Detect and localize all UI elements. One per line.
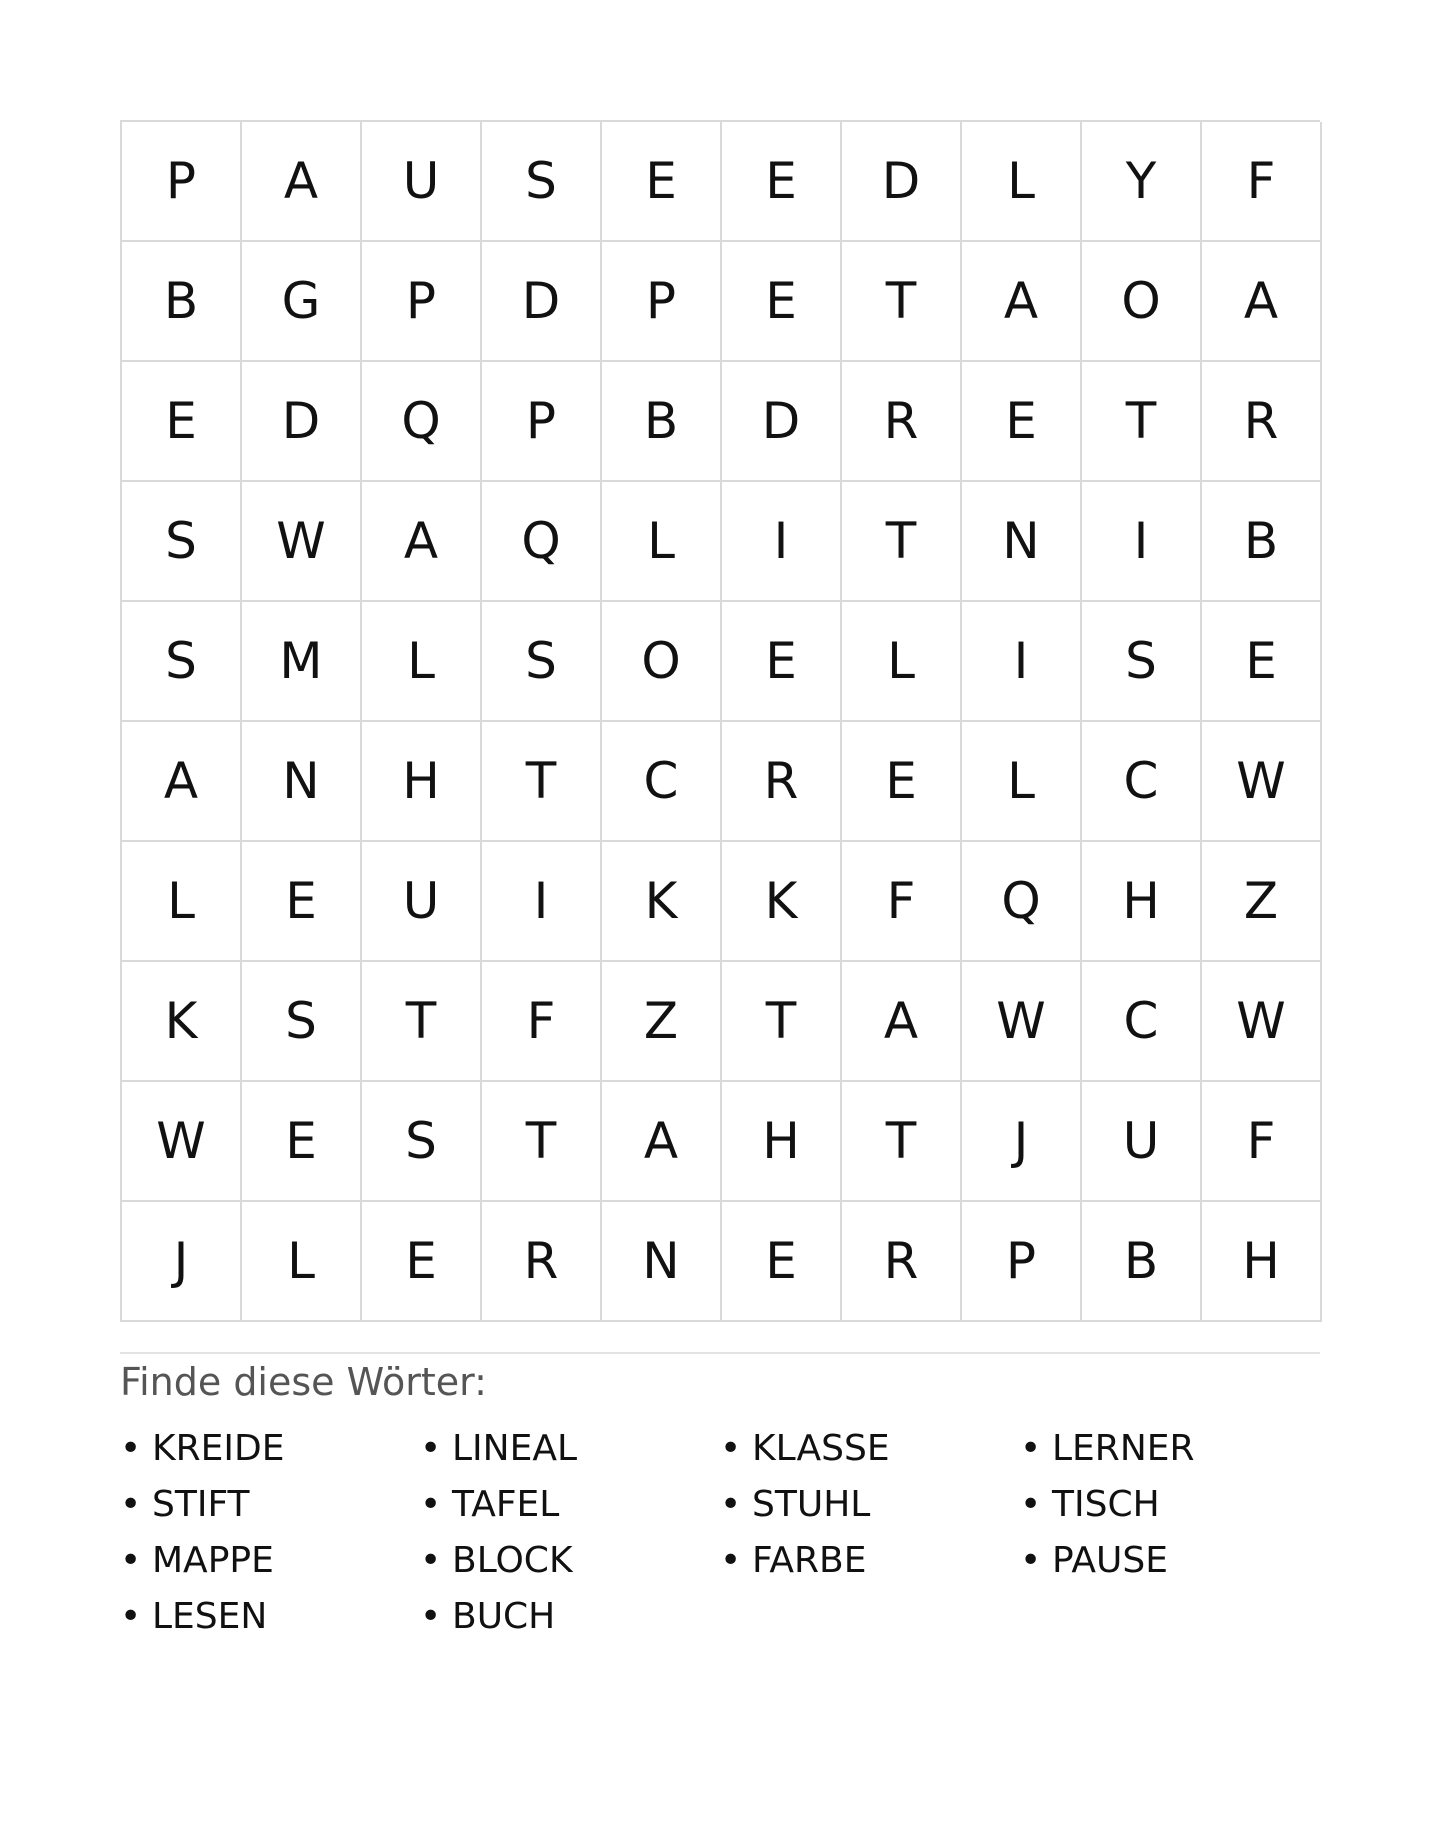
grid-cell[interactable]: L: [602, 482, 722, 602]
grid-cell[interactable]: L: [242, 1202, 362, 1322]
grid-cell[interactable]: Q: [962, 842, 1082, 962]
grid-cell[interactable]: P: [962, 1202, 1082, 1322]
grid-cell[interactable]: Q: [482, 482, 602, 602]
bullet-icon: •: [1020, 1483, 1042, 1525]
grid-cell[interactable]: A: [362, 482, 482, 602]
grid-cell[interactable]: D: [482, 242, 602, 362]
grid-cell[interactable]: Y: [1082, 122, 1202, 242]
word-list-item: [120, 1476, 420, 1532]
grid-cell[interactable]: C: [1082, 722, 1202, 842]
word-list-item: [420, 1588, 720, 1644]
bullet-icon: •: [720, 1483, 742, 1525]
word-label: PAUSE: [1052, 1539, 1168, 1581]
grid-cell[interactable]: T: [842, 242, 962, 362]
grid-cell[interactable]: K: [602, 842, 722, 962]
grid-cell[interactable]: O: [1082, 242, 1202, 362]
grid-cell[interactable]: B: [602, 362, 722, 482]
grid-cell[interactable]: U: [362, 842, 482, 962]
bullet-icon: •: [120, 1539, 142, 1581]
grid-cell[interactable]: B: [1082, 1202, 1202, 1322]
grid-cell[interactable]: E: [122, 362, 242, 482]
grid-cell[interactable]: F: [1202, 1082, 1322, 1202]
word-label: TISCH: [1052, 1483, 1160, 1525]
word-list-item: [120, 1588, 420, 1644]
grid-cell[interactable]: E: [362, 1202, 482, 1322]
grid-cell[interactable]: E: [722, 242, 842, 362]
word-list-item: [420, 1420, 720, 1476]
grid-cell[interactable]: L: [842, 602, 962, 722]
grid-cell[interactable]: J: [122, 1202, 242, 1322]
word-list-item: [420, 1532, 720, 1588]
grid-cell[interactable]: T: [1082, 362, 1202, 482]
grid-cell[interactable]: I: [1082, 482, 1202, 602]
word-list-heading: Finde diese Wörter:: [120, 1360, 487, 1404]
grid-cell[interactable]: T: [482, 722, 602, 842]
word-search-puzzle: [120, 120, 1320, 1644]
word-list-item: [1020, 1420, 1320, 1476]
grid-cell[interactable]: W: [1202, 722, 1322, 842]
grid-cell[interactable]: T: [482, 1082, 602, 1202]
grid-cell[interactable]: A: [842, 962, 962, 1082]
grid-cell[interactable]: D: [722, 362, 842, 482]
grid-cell[interactable]: P: [122, 122, 242, 242]
grid-cell[interactable]: R: [482, 1202, 602, 1322]
word-label: KREIDE: [152, 1427, 285, 1469]
grid-cell[interactable]: K: [722, 842, 842, 962]
bullet-icon: •: [1020, 1539, 1042, 1581]
grid-cell[interactable]: P: [482, 362, 602, 482]
bullet-icon: •: [720, 1427, 742, 1469]
grid-cell[interactable]: R: [842, 1202, 962, 1322]
grid-cell[interactable]: Z: [1202, 842, 1322, 962]
grid-cell[interactable]: E: [602, 122, 722, 242]
word-list-item: [120, 1532, 420, 1588]
word-label: BUCH: [452, 1595, 556, 1637]
word-label: LINEAL: [452, 1427, 578, 1469]
word-label: FARBE: [752, 1539, 867, 1581]
grid-cell[interactable]: T: [842, 482, 962, 602]
grid-cell[interactable]: E: [722, 1202, 842, 1322]
grid-cell[interactable]: S: [122, 602, 242, 722]
grid-cell[interactable]: I: [482, 842, 602, 962]
grid-cell[interactable]: H: [722, 1082, 842, 1202]
grid-cell[interactable]: T: [842, 1082, 962, 1202]
word-label: LESEN: [152, 1595, 268, 1637]
bullet-icon: •: [420, 1595, 442, 1637]
grid-cell[interactable]: R: [1202, 362, 1322, 482]
grid-cell[interactable]: D: [242, 362, 362, 482]
grid-cell[interactable]: P: [602, 242, 722, 362]
word-list-item: [1020, 1532, 1320, 1588]
word-label: MAPPE: [152, 1539, 274, 1581]
grid-cell[interactable]: E: [1202, 602, 1322, 722]
grid-cell[interactable]: T: [362, 962, 482, 1082]
word-label: LERNER: [1052, 1427, 1195, 1469]
word-label: STIFT: [152, 1483, 250, 1525]
grid-cell[interactable]: W: [1202, 962, 1322, 1082]
grid-cell[interactable]: Q: [362, 362, 482, 482]
grid-cell[interactable]: A: [242, 122, 362, 242]
grid-cell[interactable]: A: [602, 1082, 722, 1202]
grid-cell[interactable]: A: [1202, 242, 1322, 362]
word-label: TAFEL: [452, 1483, 560, 1525]
grid-cell[interactable]: E: [242, 1082, 362, 1202]
grid-cell[interactable]: W: [242, 482, 362, 602]
grid-cell[interactable]: U: [1082, 1082, 1202, 1202]
grid-cell[interactable]: R: [722, 722, 842, 842]
grid-cell[interactable]: S: [1082, 602, 1202, 722]
bullet-icon: •: [420, 1539, 442, 1581]
bullet-icon: •: [120, 1483, 142, 1525]
grid-cell[interactable]: Z: [602, 962, 722, 1082]
grid-cell[interactable]: S: [482, 602, 602, 722]
bullet-icon: •: [120, 1427, 142, 1469]
word-label: KLASSE: [752, 1427, 890, 1469]
grid-cell[interactable]: B: [122, 242, 242, 362]
grid-cell[interactable]: N: [602, 1202, 722, 1322]
word-list: [120, 1420, 1320, 1644]
grid-cell[interactable]: W: [122, 1082, 242, 1202]
grid-cell[interactable]: T: [722, 962, 842, 1082]
grid-cell[interactable]: C: [1082, 962, 1202, 1082]
word-list-item: [720, 1476, 1020, 1532]
word-label: STUHL: [752, 1483, 871, 1525]
bullet-icon: •: [120, 1595, 142, 1637]
grid-cell[interactable]: F: [482, 962, 602, 1082]
grid-cell[interactable]: E: [242, 842, 362, 962]
grid-cell[interactable]: H: [362, 722, 482, 842]
grid-cell[interactable]: S: [362, 1082, 482, 1202]
grid-cell[interactable]: R: [842, 362, 962, 482]
grid-cell[interactable]: F: [1202, 122, 1322, 242]
grid-cell[interactable]: A: [962, 242, 1082, 362]
grid-cell[interactable]: S: [482, 122, 602, 242]
bullet-icon: •: [720, 1539, 742, 1581]
bullet-icon: •: [420, 1427, 442, 1469]
bullet-icon: •: [420, 1483, 442, 1525]
grid-cell[interactable]: D: [842, 122, 962, 242]
grid-cell[interactable]: G: [242, 242, 362, 362]
grid-cell[interactable]: K: [122, 962, 242, 1082]
grid-cell[interactable]: E: [722, 122, 842, 242]
grid-cell[interactable]: F: [842, 842, 962, 962]
word-list-item: [420, 1476, 720, 1532]
grid-cell[interactable]: S: [122, 482, 242, 602]
grid-cell[interactable]: W: [962, 962, 1082, 1082]
grid-cell[interactable]: A: [122, 722, 242, 842]
bullet-icon: •: [1020, 1427, 1042, 1469]
word-list-item: [720, 1532, 1020, 1588]
grid-cell[interactable]: L: [122, 842, 242, 962]
grid-cell[interactable]: E: [962, 362, 1082, 482]
grid-cell[interactable]: J: [962, 1082, 1082, 1202]
word-list-item: [120, 1420, 420, 1476]
grid-cell[interactable]: I: [722, 482, 842, 602]
grid-cell[interactable]: O: [602, 602, 722, 722]
grid-cell[interactable]: E: [722, 602, 842, 722]
word-label: BLOCK: [452, 1539, 573, 1581]
divider: [120, 1352, 1320, 1354]
word-list-item: [720, 1420, 1020, 1476]
grid-cell[interactable]: L: [962, 722, 1082, 842]
grid-cell[interactable]: H: [1202, 1202, 1322, 1322]
grid-cell[interactable]: M: [242, 602, 362, 722]
grid-cell[interactable]: N: [962, 482, 1082, 602]
grid-cell[interactable]: B: [1202, 482, 1322, 602]
grid-cell[interactable]: U: [362, 122, 482, 242]
grid-cell[interactable]: H: [1082, 842, 1202, 962]
grid-cell[interactable]: I: [962, 602, 1082, 722]
grid-cell[interactable]: N: [242, 722, 362, 842]
grid-cell[interactable]: S: [242, 962, 362, 1082]
grid-cell[interactable]: C: [602, 722, 722, 842]
grid-cell[interactable]: L: [362, 602, 482, 722]
word-list-item: [1020, 1476, 1320, 1532]
grid-cell[interactable]: E: [842, 722, 962, 842]
grid-cell[interactable]: L: [962, 122, 1082, 242]
letter-grid: [120, 120, 1320, 1322]
grid-cell[interactable]: P: [362, 242, 482, 362]
